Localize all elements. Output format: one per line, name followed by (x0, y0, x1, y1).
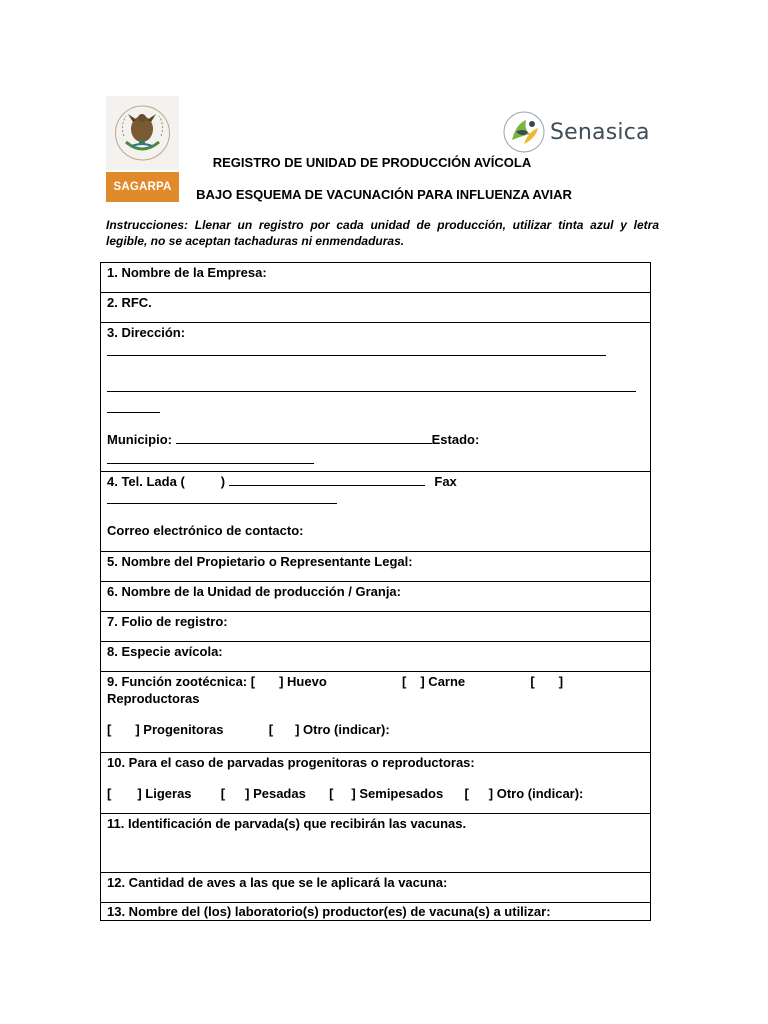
email-label: Correo electrónico de contacto: (107, 523, 304, 538)
field-flock-type[interactable] (101, 753, 650, 814)
checkbox-open: [ (107, 722, 112, 737)
field-address[interactable] (101, 323, 650, 472)
municipio-label: Municipio: (107, 432, 172, 447)
fax-blank[interactable] (107, 492, 337, 504)
field-label: 11. Identificación de parvada(s) que recibirán las vacunas. (107, 816, 467, 831)
field-label: 7. Folio de registro: (107, 614, 228, 629)
field-label: 1. Nombre de la Empresa: (107, 265, 267, 280)
field-company-name[interactable] (101, 263, 650, 293)
checkbox-open: [ (250, 674, 256, 689)
registration-form (100, 262, 651, 921)
progenitoras-label: ] Progenitoras (135, 722, 224, 737)
form-subtitle: BAJO ESQUEMA DE VACUNACIÓN PARA INFLUENZA AVIAR (196, 187, 572, 202)
field-label: 9. Función zootécnica: (107, 674, 248, 689)
checkbox-open: [ (530, 674, 535, 689)
checkbox-open: [ (464, 786, 469, 801)
field-owner-name[interactable] (101, 552, 650, 582)
fax-label: Fax (434, 474, 457, 489)
field-label: 12. Cantidad de aves a las que se le aplicará la vacuna: (107, 875, 448, 890)
field-vaccine-laboratory[interactable] (101, 903, 650, 921)
pesadas-label: ] Pesadas (245, 786, 306, 801)
field-label: 6. Nombre de la Unidad de producción / Granja: (107, 584, 401, 599)
senasica-logo (502, 108, 652, 156)
checkbox-open: [ (268, 722, 274, 737)
address-line-3[interactable] (107, 401, 160, 413)
senasica-emblem-icon (502, 110, 546, 154)
semipesados-label: ] Semipesados (351, 786, 444, 801)
field-label: 13. Nombre del (los) laboratorio(s) productor(es) de vacuna(s) a utilizar: (107, 904, 551, 919)
field-farm-name[interactable] (101, 582, 650, 612)
field-label: 8. Especie avícola: (107, 644, 223, 659)
tel-label: 4. Tel. Lada ( (107, 474, 185, 489)
field-zootechnical-function[interactable] (101, 672, 650, 753)
field-poultry-species[interactable] (101, 642, 650, 672)
checkbox-close: ] (558, 674, 564, 689)
otro-tipo-label: ] Otro (indicar): (488, 786, 584, 801)
municipio-blank[interactable] (176, 432, 432, 444)
field-rfc[interactable] (101, 293, 650, 323)
field-label: 2. RFC. (107, 295, 152, 310)
field-phone[interactable] (101, 472, 650, 552)
address-line-1[interactable] (107, 344, 606, 356)
field-label: 5. Nombre del Propietario o Representante Legal: (107, 554, 413, 569)
ligeras-label: ] Ligeras (137, 786, 192, 801)
lada-close: ) (220, 474, 226, 489)
tel-blank[interactable] (229, 474, 425, 486)
instructions-text: Instrucciones: Llenar un registro por cada unidad de producción, utilizar tinta azul y letra legible, no se aceptan tachaduras ni enmendaduras. (106, 218, 659, 248)
checkbox-open: [ (220, 786, 226, 801)
huevo-label: ] Huevo (279, 674, 327, 689)
checkbox-open: [ (402, 674, 407, 689)
checkbox-open: [ (107, 786, 112, 801)
otro-label: ] Otro (indicar): (295, 722, 390, 737)
address-line-2[interactable] (107, 380, 636, 392)
field-label: 3. Dirección: (107, 325, 186, 340)
field-bird-quantity[interactable] (101, 873, 650, 903)
reproductoras-label: Reproductoras (107, 691, 200, 706)
form-title: REGISTRO DE UNIDAD DE PRODUCCIÓN AVÍCOLA (212, 155, 532, 170)
checkbox-open: [ (329, 786, 334, 801)
carne-label: ] Carne (420, 674, 466, 689)
field-label: 10. Para el caso de parvadas progenitoras o reproductoras: (107, 755, 475, 770)
field-flock-identification[interactable] (101, 814, 650, 873)
estado-blank[interactable] (107, 452, 314, 464)
senasica-label: Senasica (550, 119, 650, 145)
estado-label: Estado: (431, 432, 480, 447)
field-registry-folio[interactable] (101, 612, 650, 642)
sagarpa-label: SAGARPA (106, 172, 179, 202)
